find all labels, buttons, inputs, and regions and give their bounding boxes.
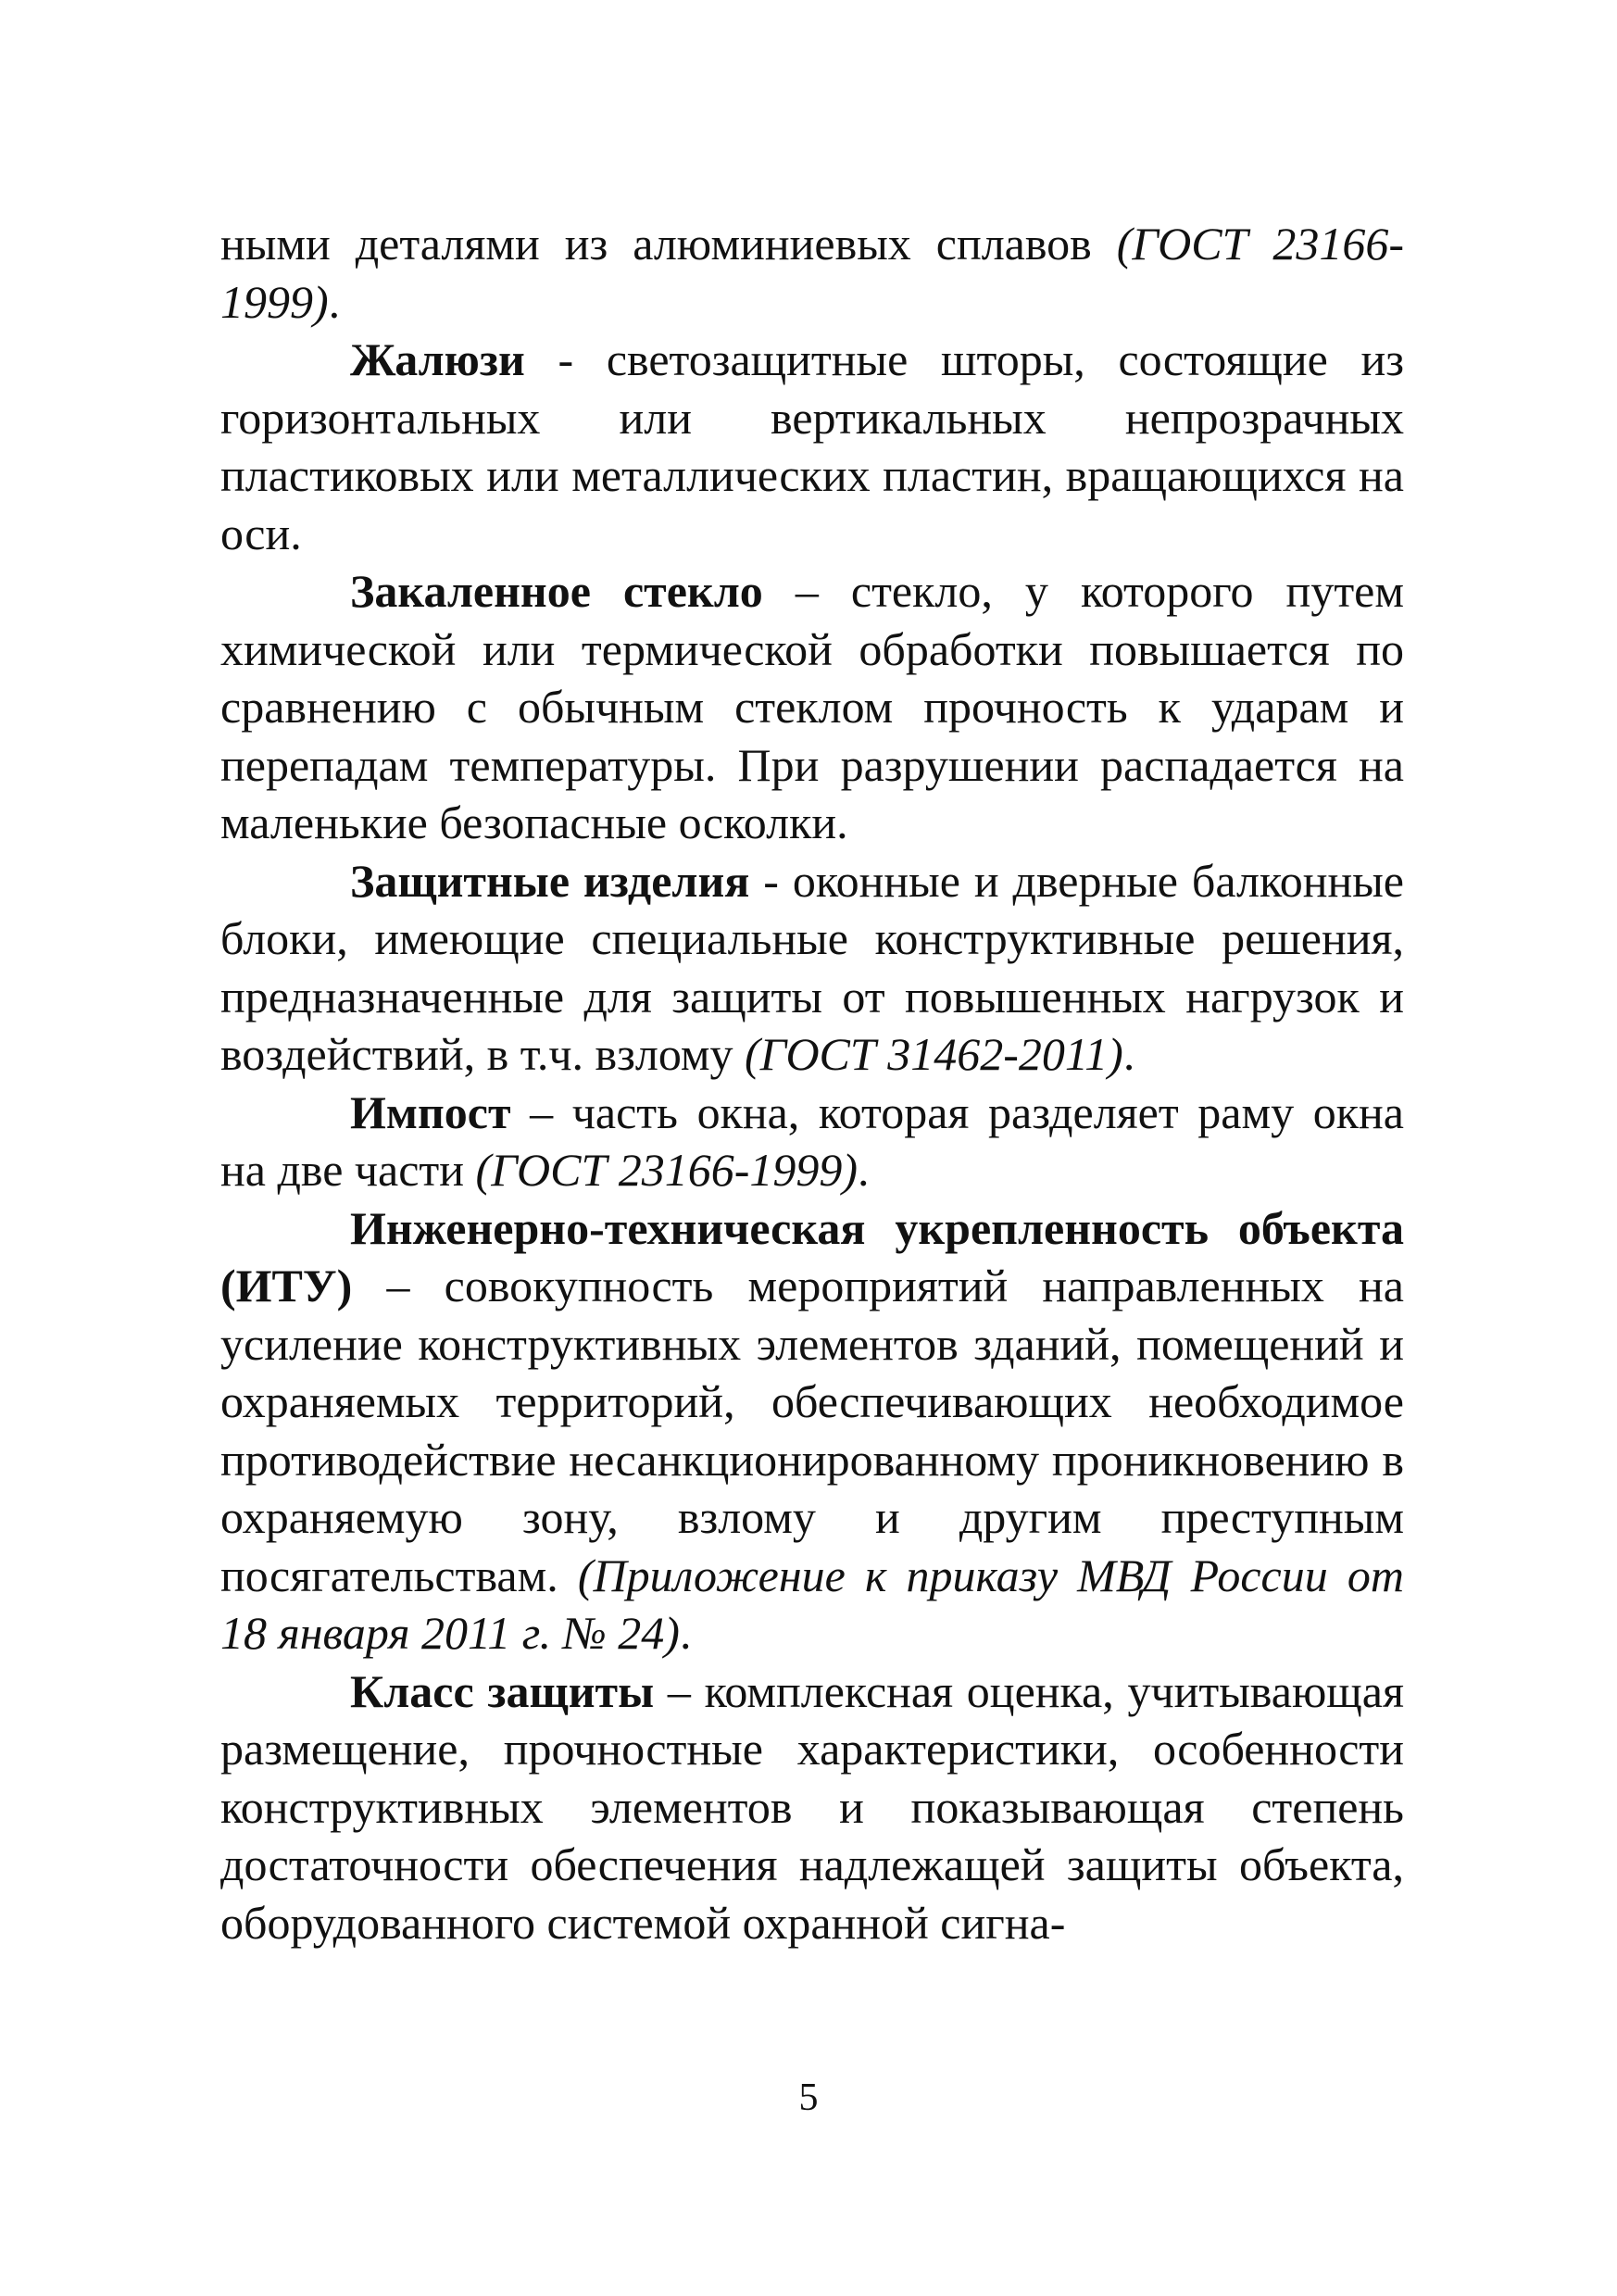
term-separator: – xyxy=(352,1260,445,1311)
definition-term: Класс защиты xyxy=(350,1664,655,1717)
definition-text: часть окна, которая разделяет раму окна на две части xyxy=(220,1085,1404,1196)
definition-term: Закаленное стекло xyxy=(350,565,763,617)
term-separator: – xyxy=(762,565,851,617)
source-reference: (ГОСТ 23166-1999) xyxy=(475,1144,859,1196)
sentence-end: . xyxy=(679,1607,692,1659)
term-separator: – xyxy=(654,1664,705,1717)
paragraph-text: ными деталями из алюминиевых сплавов xyxy=(220,218,1117,270)
definition-zakalennoe-steklo xyxy=(220,562,1404,852)
definition-zashchitnye-izdeliya xyxy=(220,852,1404,1084)
source-reference: (ГОСТ 31462-2011) xyxy=(745,1028,1123,1080)
definition-text: оконные и дверные балконные блоки, имеющие специальные конструктивные решения, предназначенные для защиты от повышенных нагрузок и воздействий, в т.ч. взлому xyxy=(220,854,1404,1080)
sentence-end: . xyxy=(1122,1028,1135,1080)
sentence-end: . xyxy=(328,275,341,328)
definition-zhalyuzi xyxy=(220,331,1404,562)
definition-term: Защитные изделия xyxy=(350,854,750,907)
definition-term: Жалюзи xyxy=(350,333,525,385)
term-separator: - xyxy=(524,333,607,385)
definition-text: совокупность мероприятий направленных на усиление конструктивных элементов зданий, помещений и охраняемых территорий, обеспечивающих необходимое противодействие несанкционированному проникновению в охраняемую зону, взлому и другим преступным посягательствам. xyxy=(220,1260,1405,1601)
definition-itu xyxy=(220,1199,1404,1662)
document-page xyxy=(220,215,1404,1951)
paragraph-continuation xyxy=(220,215,1404,331)
definition-term: Инженерно-техническая укрепленность объекта (ИТУ) xyxy=(220,1201,1404,1311)
source-reference: (ГОСТ 23166-1999) xyxy=(220,218,1404,328)
term-separator: - xyxy=(749,854,793,907)
definition-text: стекло, у которого путем химической или термической обработки повышается по сравнению с обычным стеклом прочность к ударам и перепадам температуры. При разрушении распадается на маленькие безопасные осколки. xyxy=(220,565,1404,848)
page-number: 5 xyxy=(798,2076,819,2119)
definition-text: светозащитные шторы, состоящие из горизонтальных или вертикальных непрозрачных пластиковых или металлических пластин, вращающихся на оси. xyxy=(220,333,1404,559)
definition-klass-zashchity xyxy=(220,1662,1404,1952)
definition-impost xyxy=(220,1084,1404,1199)
definition-text: комплексная оценка, учитывающая размещение, прочностные характеристики, особенности конструктивных элементов и показывающая степень достаточности обеспечения надлежащей защиты объекта, оборудованного системой охранной сигна- xyxy=(220,1664,1404,1949)
term-separator: – xyxy=(510,1085,572,1138)
source-reference: (Приложение к приказу МВД России от 18 января 2011 г. № 24) xyxy=(220,1549,1404,1659)
sentence-end: . xyxy=(858,1144,870,1196)
definition-term: Импост xyxy=(350,1085,511,1138)
